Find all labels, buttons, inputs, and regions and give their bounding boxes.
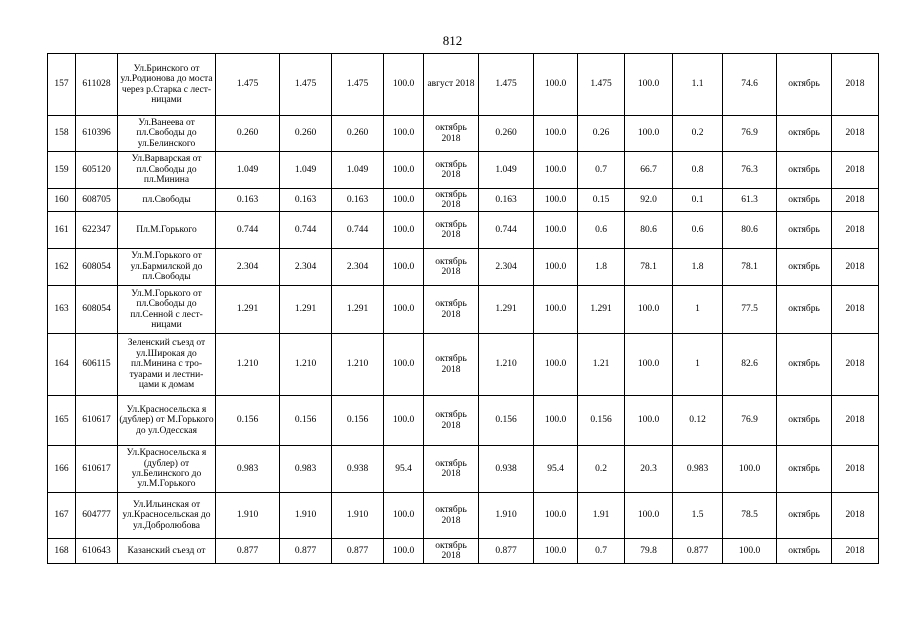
acceptance-year-cell: 2018 xyxy=(832,446,879,493)
road-name-cell: Ул.Ильинская от ул.Красносельская до ул.Добролюбова xyxy=(118,493,216,539)
percent-accepted-cell: 100.0 xyxy=(723,539,777,564)
length-fact-cell: 1.049 xyxy=(479,152,534,189)
percent-done-cell: 100.0 xyxy=(384,54,424,116)
length-plan-cell: 1.049 xyxy=(280,152,332,189)
percent-fact-cell: 100.0 xyxy=(534,116,578,152)
length-checked-cell: 1.21 xyxy=(578,334,625,396)
length-total-cell: 0.163 xyxy=(216,189,280,212)
table-row xyxy=(48,446,879,493)
percent-fact-cell: 100.0 xyxy=(534,286,578,334)
length-fact-cell: 1.910 xyxy=(479,493,534,539)
percent-done-cell: 100.0 xyxy=(384,493,424,539)
length-fact-cell: 0.744 xyxy=(479,212,534,249)
length-total-cell: 0.156 xyxy=(216,396,280,446)
length-checked-cell: 1.91 xyxy=(578,493,625,539)
length-checked-cell: 1.291 xyxy=(578,286,625,334)
acceptance-year-cell: 2018 xyxy=(832,189,879,212)
acceptance-year-cell: 2018 xyxy=(832,396,879,446)
acceptance-year-cell: 2018 xyxy=(832,152,879,189)
acceptance-month-cell: октябрь xyxy=(777,396,832,446)
length-plan-cell: 1.291 xyxy=(280,286,332,334)
acceptance-month-cell: октябрь xyxy=(777,286,832,334)
percent-accepted-cell: 82.6 xyxy=(723,334,777,396)
completion-date-cell: октябрь 2018 xyxy=(424,286,479,334)
completion-date-cell: август 2018 xyxy=(424,54,479,116)
length-plan-cell: 0.877 xyxy=(280,539,332,564)
percent-checked-cell: 100.0 xyxy=(625,286,673,334)
completion-date-cell: октябрь 2018 xyxy=(424,539,479,564)
table-row xyxy=(48,334,879,396)
row-number-cell: 157 xyxy=(48,54,76,116)
percent-fact-cell: 100.0 xyxy=(534,212,578,249)
acceptance-month-cell: октябрь xyxy=(777,334,832,396)
percent-done-cell: 100.0 xyxy=(384,539,424,564)
roads-table xyxy=(47,53,879,564)
length-checked-cell: 0.15 xyxy=(578,189,625,212)
length-total-cell: 2.304 xyxy=(216,249,280,286)
length-done-cell: 0.163 xyxy=(332,189,384,212)
row-number-cell: 161 xyxy=(48,212,76,249)
road-name-cell: Ул.М.Горького от пл.Свободы до пл.Сенной с лест- ницами xyxy=(118,286,216,334)
length-plan-cell: 1.210 xyxy=(280,334,332,396)
length-plan-cell: 0.156 xyxy=(280,396,332,446)
road-code-cell: 610643 xyxy=(76,539,118,564)
percent-done-cell: 100.0 xyxy=(384,286,424,334)
length-plan-cell: 2.304 xyxy=(280,249,332,286)
acceptance-year-cell: 2018 xyxy=(832,249,879,286)
length-accepted-cell: 0.8 xyxy=(673,152,723,189)
percent-checked-cell: 80.6 xyxy=(625,212,673,249)
percent-fact-cell: 100.0 xyxy=(534,152,578,189)
length-fact-cell: 0.938 xyxy=(479,446,534,493)
length-accepted-cell: 1.1 xyxy=(673,54,723,116)
acceptance-month-cell: октябрь xyxy=(777,54,832,116)
length-done-cell: 0.744 xyxy=(332,212,384,249)
length-checked-cell: 1.475 xyxy=(578,54,625,116)
length-fact-cell: 0.260 xyxy=(479,116,534,152)
road-name-cell: Ул.Ванеева от пл.Свободы до ул.Белинского xyxy=(118,116,216,152)
acceptance-month-cell: октябрь xyxy=(777,189,832,212)
row-number-cell: 160 xyxy=(48,189,76,212)
percent-done-cell: 100.0 xyxy=(384,212,424,249)
percent-accepted-cell: 80.6 xyxy=(723,212,777,249)
length-accepted-cell: 0.12 xyxy=(673,396,723,446)
length-done-cell: 0.877 xyxy=(332,539,384,564)
length-done-cell: 0.938 xyxy=(332,446,384,493)
length-total-cell: 0.983 xyxy=(216,446,280,493)
length-fact-cell: 1.475 xyxy=(479,54,534,116)
length-done-cell: 1.049 xyxy=(332,152,384,189)
length-done-cell: 1.910 xyxy=(332,493,384,539)
row-number-cell: 159 xyxy=(48,152,76,189)
row-number-cell: 162 xyxy=(48,249,76,286)
length-fact-cell: 0.877 xyxy=(479,539,534,564)
percent-fact-cell: 95.4 xyxy=(534,446,578,493)
length-accepted-cell: 0.877 xyxy=(673,539,723,564)
length-total-cell: 1.210 xyxy=(216,334,280,396)
length-checked-cell: 0.6 xyxy=(578,212,625,249)
table-row xyxy=(48,54,879,116)
percent-accepted-cell: 74.6 xyxy=(723,54,777,116)
road-code-cell: 622347 xyxy=(76,212,118,249)
road-code-cell: 608054 xyxy=(76,249,118,286)
percent-done-cell: 100.0 xyxy=(384,116,424,152)
length-plan-cell: 0.983 xyxy=(280,446,332,493)
acceptance-month-cell: октябрь xyxy=(777,212,832,249)
length-checked-cell: 1.8 xyxy=(578,249,625,286)
acceptance-year-cell: 2018 xyxy=(832,54,879,116)
completion-date-cell: октябрь 2018 xyxy=(424,396,479,446)
percent-checked-cell: 78.1 xyxy=(625,249,673,286)
percent-accepted-cell: 100.0 xyxy=(723,446,777,493)
percent-accepted-cell: 77.5 xyxy=(723,286,777,334)
acceptance-year-cell: 2018 xyxy=(832,539,879,564)
percent-accepted-cell: 76.3 xyxy=(723,152,777,189)
percent-accepted-cell: 76.9 xyxy=(723,396,777,446)
road-name-cell: Ул.М.Горького от ул.Бармилской до пл.Свободы xyxy=(118,249,216,286)
row-number-cell: 164 xyxy=(48,334,76,396)
road-name-cell: Ул.Красносельска я (дублер) от М.Горького до ул.Одесская xyxy=(118,396,216,446)
table-row xyxy=(48,539,879,564)
length-checked-cell: 0.156 xyxy=(578,396,625,446)
length-total-cell: 1.910 xyxy=(216,493,280,539)
length-plan-cell: 1.475 xyxy=(280,54,332,116)
percent-fact-cell: 100.0 xyxy=(534,334,578,396)
length-accepted-cell: 0.983 xyxy=(673,446,723,493)
completion-date-cell: октябрь 2018 xyxy=(424,334,479,396)
percent-fact-cell: 100.0 xyxy=(534,249,578,286)
length-total-cell: 1.475 xyxy=(216,54,280,116)
length-fact-cell: 1.210 xyxy=(479,334,534,396)
table-row xyxy=(48,249,879,286)
percent-accepted-cell: 61.3 xyxy=(723,189,777,212)
table-row xyxy=(48,396,879,446)
acceptance-year-cell: 2018 xyxy=(832,334,879,396)
length-total-cell: 0.744 xyxy=(216,212,280,249)
table-row xyxy=(48,212,879,249)
length-plan-cell: 0.163 xyxy=(280,189,332,212)
length-total-cell: 0.260 xyxy=(216,116,280,152)
percent-checked-cell: 100.0 xyxy=(625,396,673,446)
length-accepted-cell: 0.6 xyxy=(673,212,723,249)
completion-date-cell: октябрь 2018 xyxy=(424,446,479,493)
length-plan-cell: 1.910 xyxy=(280,493,332,539)
percent-checked-cell: 100.0 xyxy=(625,334,673,396)
road-code-cell: 610617 xyxy=(76,396,118,446)
length-accepted-cell: 0.2 xyxy=(673,116,723,152)
length-done-cell: 0.156 xyxy=(332,396,384,446)
row-number-cell: 163 xyxy=(48,286,76,334)
road-code-cell: 604777 xyxy=(76,493,118,539)
percent-accepted-cell: 78.5 xyxy=(723,493,777,539)
length-done-cell: 2.304 xyxy=(332,249,384,286)
row-number-cell: 168 xyxy=(48,539,76,564)
length-total-cell: 1.049 xyxy=(216,152,280,189)
acceptance-month-cell: октябрь xyxy=(777,493,832,539)
percent-fact-cell: 100.0 xyxy=(534,189,578,212)
row-number-cell: 165 xyxy=(48,396,76,446)
acceptance-year-cell: 2018 xyxy=(832,212,879,249)
acceptance-month-cell: октябрь xyxy=(777,249,832,286)
length-checked-cell: 0.26 xyxy=(578,116,625,152)
length-accepted-cell: 1 xyxy=(673,286,723,334)
completion-date-cell: октябрь 2018 xyxy=(424,189,479,212)
length-done-cell: 0.260 xyxy=(332,116,384,152)
length-accepted-cell: 1.5 xyxy=(673,493,723,539)
length-total-cell: 0.877 xyxy=(216,539,280,564)
road-code-cell: 608705 xyxy=(76,189,118,212)
road-code-cell: 606115 xyxy=(76,334,118,396)
percent-checked-cell: 100.0 xyxy=(625,54,673,116)
length-accepted-cell: 1 xyxy=(673,334,723,396)
table-row xyxy=(48,152,879,189)
table-row xyxy=(48,286,879,334)
percent-done-cell: 100.0 xyxy=(384,334,424,396)
percent-fact-cell: 100.0 xyxy=(534,54,578,116)
percent-done-cell: 100.0 xyxy=(384,152,424,189)
road-name-cell: Ул.Бринского от ул.Родионова до моста через р.Старка с лест- ницами xyxy=(118,54,216,116)
length-plan-cell: 0.744 xyxy=(280,212,332,249)
completion-date-cell: октябрь 2018 xyxy=(424,116,479,152)
row-number-cell: 158 xyxy=(48,116,76,152)
percent-checked-cell: 100.0 xyxy=(625,493,673,539)
acceptance-year-cell: 2018 xyxy=(832,116,879,152)
acceptance-month-cell: октябрь xyxy=(777,152,832,189)
completion-date-cell: октябрь 2018 xyxy=(424,493,479,539)
road-name-cell: Пл.М.Горького xyxy=(118,212,216,249)
percent-checked-cell: 79.8 xyxy=(625,539,673,564)
percent-done-cell: 95.4 xyxy=(384,446,424,493)
length-checked-cell: 0.2 xyxy=(578,446,625,493)
road-name-cell: Казанский съезд от xyxy=(118,539,216,564)
road-code-cell: 605120 xyxy=(76,152,118,189)
length-accepted-cell: 0.1 xyxy=(673,189,723,212)
length-checked-cell: 0.7 xyxy=(578,152,625,189)
percent-done-cell: 100.0 xyxy=(384,249,424,286)
table-row xyxy=(48,189,879,212)
table-row xyxy=(48,116,879,152)
acceptance-month-cell: октябрь xyxy=(777,446,832,493)
percent-done-cell: 100.0 xyxy=(384,396,424,446)
acceptance-year-cell: 2018 xyxy=(832,493,879,539)
completion-date-cell: октябрь 2018 xyxy=(424,152,479,189)
length-plan-cell: 0.260 xyxy=(280,116,332,152)
length-done-cell: 1.475 xyxy=(332,54,384,116)
acceptance-month-cell: октябрь xyxy=(777,539,832,564)
percent-checked-cell: 66.7 xyxy=(625,152,673,189)
percent-checked-cell: 92.0 xyxy=(625,189,673,212)
percent-fact-cell: 100.0 xyxy=(534,493,578,539)
length-fact-cell: 0.156 xyxy=(479,396,534,446)
road-code-cell: 610396 xyxy=(76,116,118,152)
page-number: 812 xyxy=(442,33,463,48)
acceptance-month-cell: октябрь xyxy=(777,116,832,152)
row-number-cell: 166 xyxy=(48,446,76,493)
length-checked-cell: 0.7 xyxy=(578,539,625,564)
row-number-cell: 167 xyxy=(48,493,76,539)
road-name-cell: Зеленский съезд от ул.Широкая до пл.Минина с тро- туарами и лестни- цами к домам xyxy=(118,334,216,396)
length-total-cell: 1.291 xyxy=(216,286,280,334)
acceptance-year-cell: 2018 xyxy=(832,286,879,334)
percent-done-cell: 100.0 xyxy=(384,189,424,212)
completion-date-cell: октябрь 2018 xyxy=(424,249,479,286)
length-fact-cell: 2.304 xyxy=(479,249,534,286)
length-fact-cell: 1.291 xyxy=(479,286,534,334)
length-accepted-cell: 1.8 xyxy=(673,249,723,286)
percent-accepted-cell: 76.9 xyxy=(723,116,777,152)
percent-accepted-cell: 78.1 xyxy=(723,249,777,286)
road-code-cell: 610617 xyxy=(76,446,118,493)
length-done-cell: 1.210 xyxy=(332,334,384,396)
percent-checked-cell: 100.0 xyxy=(625,116,673,152)
road-name-cell: Ул.Красносельска я (дублер) от ул.Белинского до ул.М.Горького xyxy=(118,446,216,493)
road-name-cell: пл.Свободы xyxy=(118,189,216,212)
completion-date-cell: октябрь 2018 xyxy=(424,212,479,249)
road-code-cell: 608054 xyxy=(76,286,118,334)
length-fact-cell: 0.163 xyxy=(479,189,534,212)
road-code-cell: 611028 xyxy=(76,54,118,116)
table-row xyxy=(48,493,879,539)
percent-fact-cell: 100.0 xyxy=(534,396,578,446)
percent-fact-cell: 100.0 xyxy=(534,539,578,564)
percent-checked-cell: 20.3 xyxy=(625,446,673,493)
length-done-cell: 1.291 xyxy=(332,286,384,334)
road-name-cell: Ул.Варварская от пл.Свободы до пл.Минина xyxy=(118,152,216,189)
